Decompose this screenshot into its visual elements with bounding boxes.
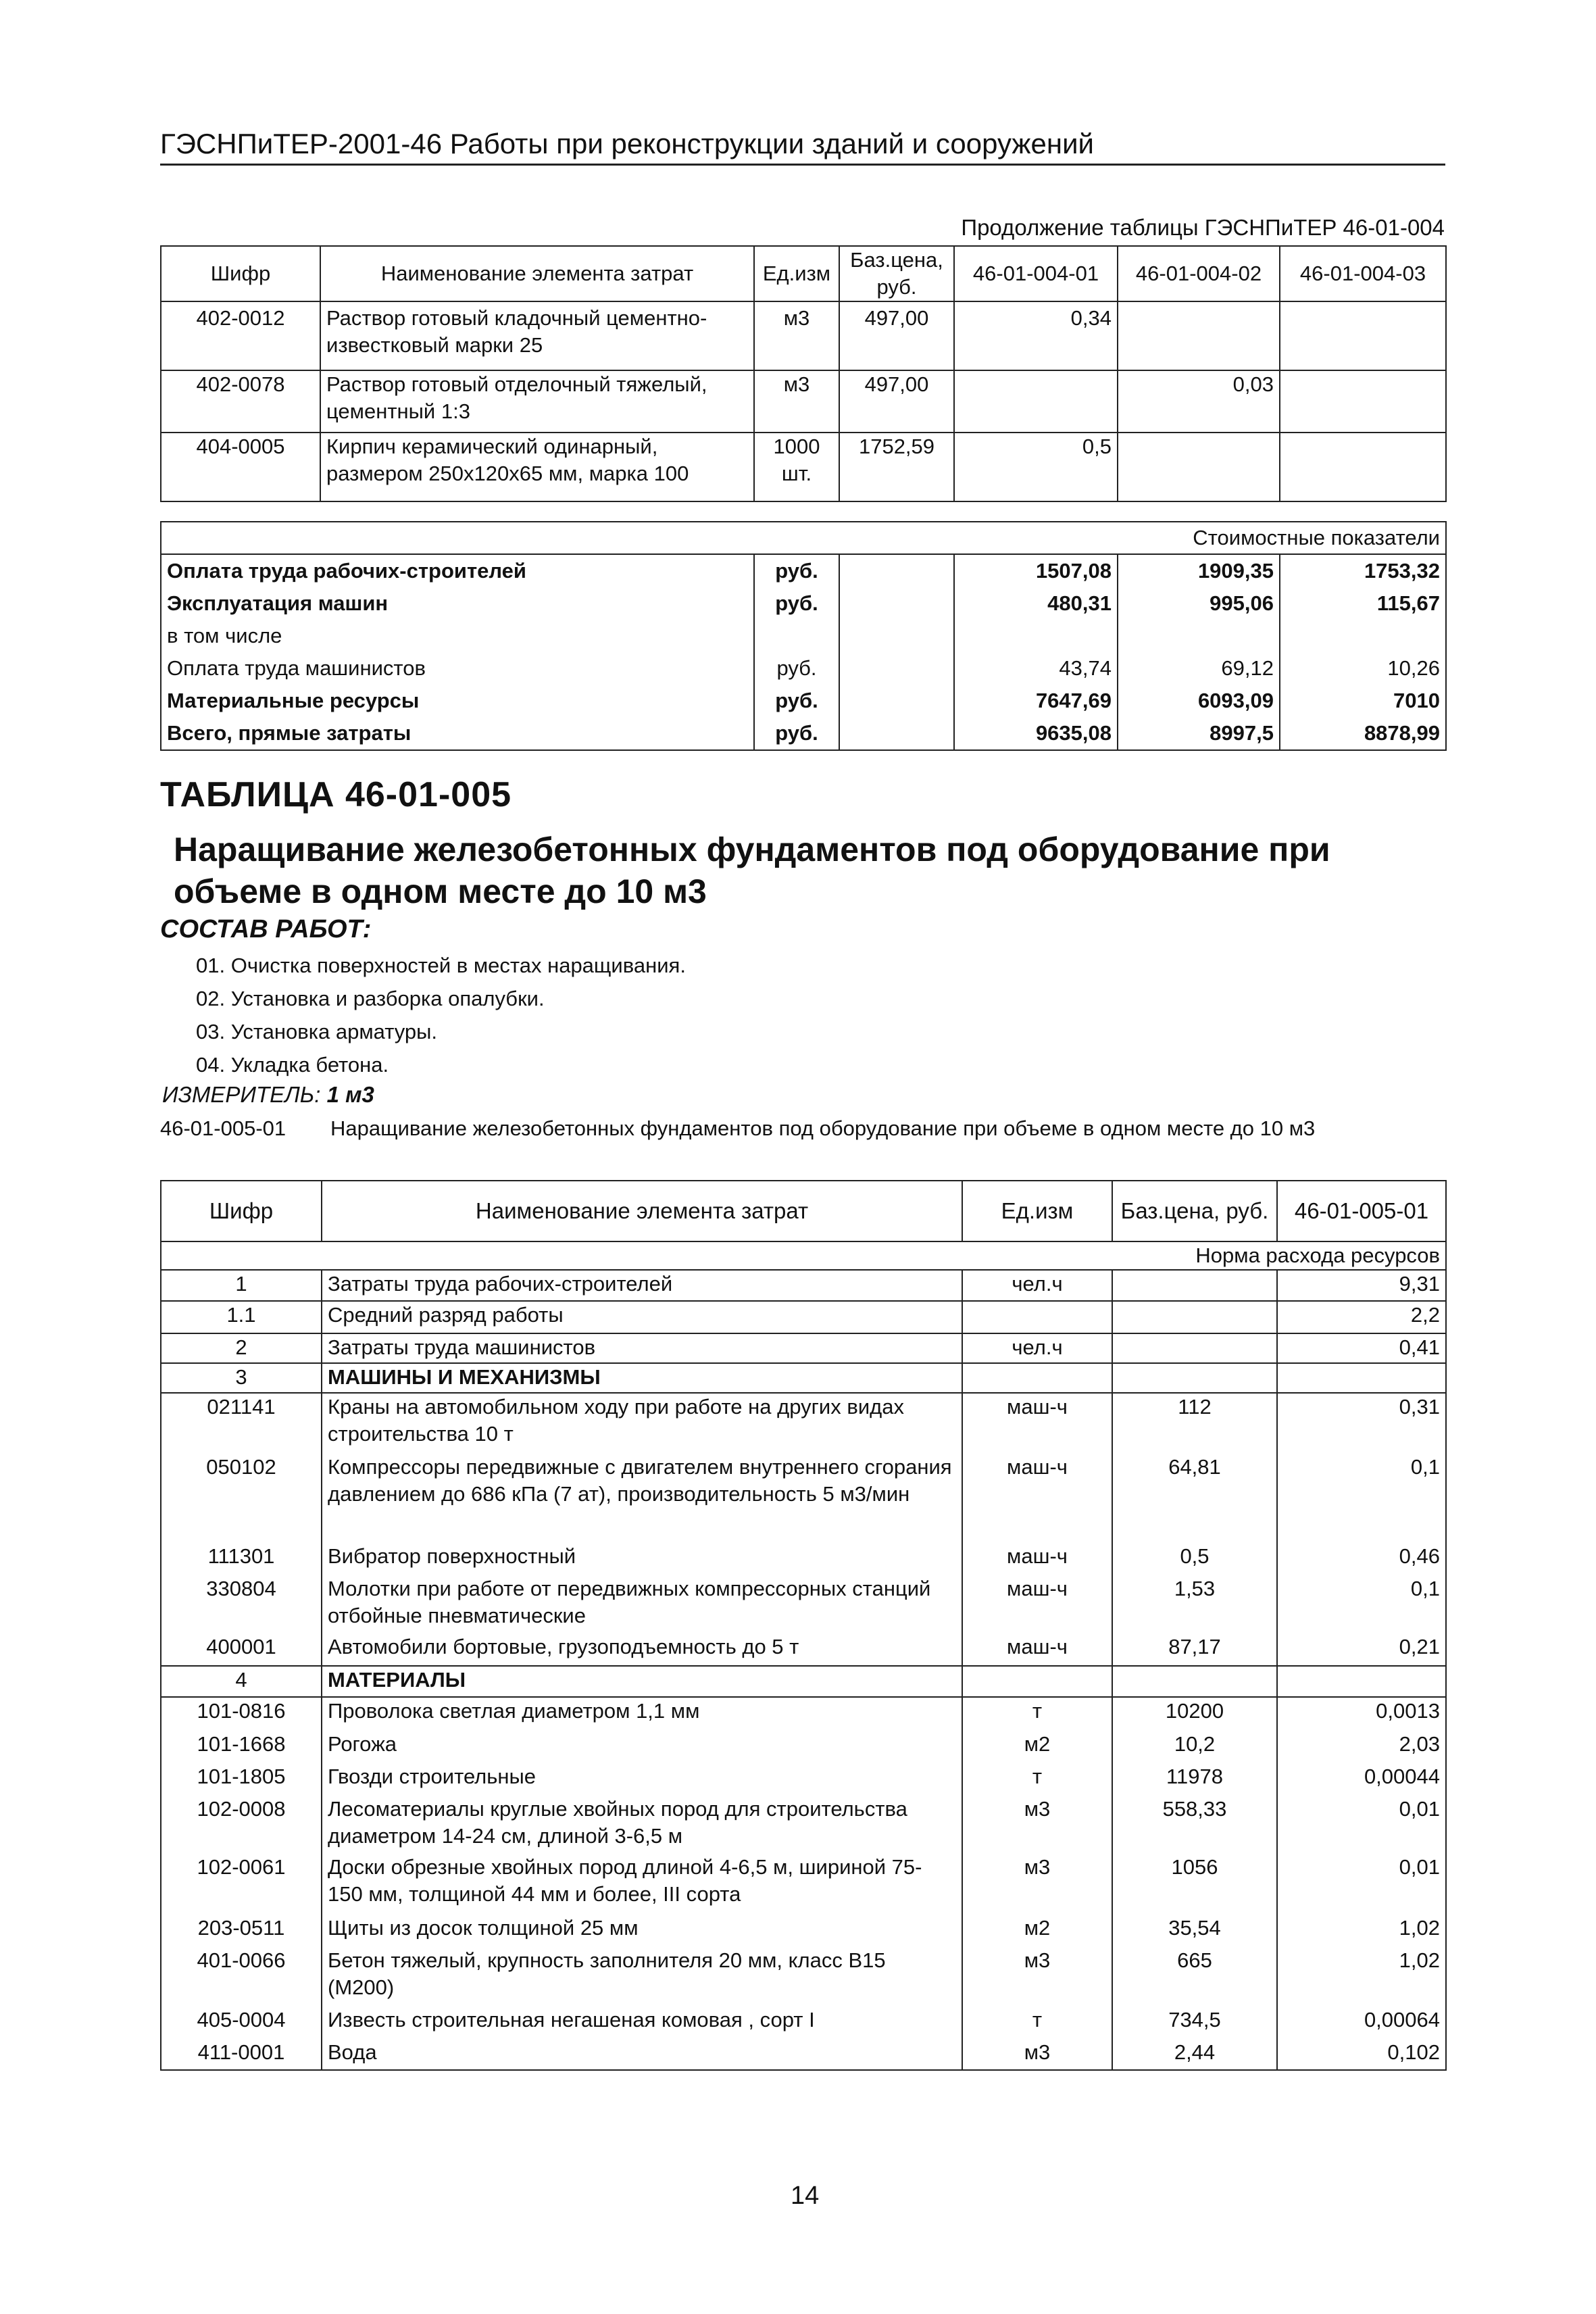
cell-cipher: 2 — [161, 1333, 322, 1363]
cell-price — [1112, 1666, 1277, 1697]
column-header-46-01-005-01: 46-01-005-01 — [1277, 1181, 1446, 1241]
table-row — [161, 1731, 1446, 1763]
table-row — [161, 1301, 1446, 1333]
cell-cipher: 102-0061 — [161, 1854, 322, 1915]
cost-value-02: 69,12 — [1118, 652, 1280, 685]
cell-unit: 1000 шт. — [754, 433, 839, 501]
cost-value-01: 43,74 — [954, 652, 1118, 685]
cell-unit: м3 — [962, 1854, 1112, 1915]
cost-value-03: 10,26 — [1280, 652, 1446, 685]
cell-price: 1,53 — [1112, 1575, 1277, 1633]
cost-value-02: 6093,09 — [1118, 685, 1280, 717]
table-row — [161, 1270, 1446, 1301]
column-header-price: Баз.цена, руб. — [1112, 1181, 1277, 1241]
cost-unit: руб. — [754, 685, 839, 717]
cell-name: Проволока светлая диаметром 1,1 мм — [322, 1697, 962, 1731]
cell-unit: маш-ч — [962, 1454, 1112, 1543]
work-steps-list — [196, 949, 686, 1081]
cell-name: Молотки при работе от передвижных компрессорных станций отбойные пневматические — [322, 1575, 962, 1633]
cost-unit: руб. — [754, 554, 839, 587]
section-row — [161, 1241, 1446, 1270]
norm-variant-line — [160, 1116, 1457, 1141]
table-body — [161, 1181, 1446, 2070]
work-step: 02. Установка и разборка опалубки. — [196, 987, 545, 1010]
cell-cipher: 402-0012 — [161, 301, 320, 370]
work-step: 03. Установка арматуры. — [196, 1020, 438, 1043]
cell-unit — [962, 1301, 1112, 1333]
cell-cipher: 1 — [161, 1270, 322, 1301]
table-row — [161, 2007, 1446, 2039]
cost-label: Всего, прямые затраты — [161, 717, 754, 750]
table-row — [161, 1697, 1446, 1731]
cell-name: Затраты труда машинистов — [322, 1333, 962, 1363]
table-row — [161, 1666, 1446, 1697]
section-label-cost-indicators: Стоимостные показатели — [161, 522, 1446, 554]
cell-value-03 — [1280, 370, 1446, 433]
cell-value: 1,02 — [1277, 1947, 1446, 2007]
cell-cipher: 402-0078 — [161, 370, 320, 433]
cell-unit: м3 — [962, 2039, 1112, 2070]
table-row — [161, 2039, 1446, 2070]
cell-unit: т — [962, 1763, 1112, 1796]
cell-name: МАШИНЫ И МЕХАНИЗМЫ — [322, 1363, 962, 1393]
table-header-row — [161, 246, 1446, 301]
cost-row — [161, 685, 1446, 717]
cell-price: 1056 — [1112, 1854, 1277, 1915]
cell-unit — [962, 1363, 1112, 1393]
work-step: 04. Укладка бетона. — [196, 1053, 389, 1077]
cell-name: Средний разряд работы — [322, 1301, 962, 1333]
cell-value-02: 0,03 — [1118, 370, 1280, 433]
cell-name: Доски обрезные хвойных пород длиной 4-6,5 м, шириной 75-150 мм, толщиной 44 мм и более, III сорта — [322, 1854, 962, 1915]
cost-blank — [839, 652, 954, 685]
cell-unit: м3 — [754, 370, 839, 433]
cell-value: 9,31 — [1277, 1270, 1446, 1301]
cell-price: 1752,59 — [839, 433, 954, 501]
cost-row — [161, 620, 1446, 652]
cost-value-03: 115,67 — [1280, 587, 1446, 620]
cost-label: Оплата труда машинистов — [161, 652, 754, 685]
cell-unit: чел.ч — [962, 1333, 1112, 1363]
cell-cipher: 405-0004 — [161, 2007, 322, 2039]
cell-cipher: 101-1805 — [161, 1763, 322, 1796]
cell-name: Затраты труда рабочих-строителей — [322, 1270, 962, 1301]
cell-value: 0,102 — [1277, 2039, 1446, 2070]
cell-name: Известь строительная негашеная комовая , сорт I — [322, 2007, 962, 2039]
cell-cipher: 203-0511 — [161, 1915, 322, 1947]
cell-name: Вибратор поверхностный — [322, 1543, 962, 1575]
cell-value-01: 0,5 — [954, 433, 1118, 501]
cost-blank — [839, 685, 954, 717]
cell-price: 558,33 — [1112, 1796, 1277, 1854]
cost-unit: руб. — [754, 652, 839, 685]
table-row — [161, 1796, 1446, 1854]
cell-price: 2,44 — [1112, 2039, 1277, 2070]
cell-value: 2,03 — [1277, 1731, 1446, 1763]
cell-unit: чел.ч — [962, 1270, 1112, 1301]
cell-name: Рогожа — [322, 1731, 962, 1763]
cell-price: 0,5 — [1112, 1543, 1277, 1575]
cell-unit: маш-ч — [962, 1633, 1112, 1666]
cell-name: Краны на автомобильном ходу при работе на других видах строительства 10 т — [322, 1393, 962, 1454]
cell-cipher: 111301 — [161, 1543, 322, 1575]
table-row — [161, 433, 1446, 501]
cost-blank — [839, 717, 954, 750]
cell-cipher: 4 — [161, 1666, 322, 1697]
cell-unit: т — [962, 2007, 1112, 2039]
cell-value-01 — [954, 370, 1118, 433]
cost-label: в том числе — [161, 620, 754, 652]
table-row — [161, 1947, 1446, 2007]
column-header-46-01-004-03: 46-01-004-03 — [1280, 246, 1446, 301]
cost-value-02: 8997,5 — [1118, 717, 1280, 750]
column-header-cipher: Шифр — [161, 1181, 322, 1241]
resources-table-46-01-005 — [160, 1180, 1447, 2071]
cost-unit — [754, 620, 839, 652]
cost-blank — [839, 620, 954, 652]
cell-cipher: 1.1 — [161, 1301, 322, 1333]
work-step: 01. Очистка поверхностей в местах наращивания. — [196, 954, 686, 977]
cell-cipher: 404-0005 — [161, 433, 320, 501]
cell-price: 87,17 — [1112, 1633, 1277, 1666]
cost-label: Материальные ресурсы — [161, 685, 754, 717]
cell-name: Раствор готовый кладочный цементно-известковый марки 25 — [320, 301, 754, 370]
column-header-name: Наименование элемента затрат — [322, 1181, 962, 1241]
cell-value: 0,00064 — [1277, 2007, 1446, 2039]
cost-row — [161, 652, 1446, 685]
cost-blank — [839, 554, 954, 587]
table-number: ТАБЛИЦА 46-01-005 — [160, 775, 512, 814]
column-header-46-01-004-01: 46-01-004-01 — [954, 246, 1118, 301]
cell-value: 0,01 — [1277, 1796, 1446, 1854]
cell-name: Раствор готовый отделочный тяжелый, цементный 1:3 — [320, 370, 754, 433]
table-row — [161, 1763, 1446, 1796]
cell-unit — [962, 1666, 1112, 1697]
cell-cipher: 101-1668 — [161, 1731, 322, 1763]
cell-unit: т — [962, 1697, 1112, 1731]
cell-price — [1112, 1363, 1277, 1393]
cost-blank — [839, 587, 954, 620]
table-row — [161, 1363, 1446, 1393]
cell-value: 0,1 — [1277, 1454, 1446, 1543]
column-header-cipher: Шифр — [161, 246, 320, 301]
cell-cipher: 021141 — [161, 1393, 322, 1454]
cell-value: 0,31 — [1277, 1393, 1446, 1454]
cell-value: 0,41 — [1277, 1333, 1446, 1363]
cost-value-01: 7647,69 — [954, 685, 1118, 717]
table-row — [161, 301, 1446, 370]
table-row — [161, 1575, 1446, 1633]
variant-text: Наращивание железобетонных фундаментов под оборудование при объеме в одном месте до 10 м3 — [330, 1116, 1316, 1140]
table-row — [161, 1915, 1446, 1947]
cell-value-03 — [1280, 433, 1446, 501]
cell-value-02 — [1118, 433, 1280, 501]
cell-value: 0,0013 — [1277, 1697, 1446, 1731]
cost-unit: руб. — [754, 587, 839, 620]
cost-row — [161, 554, 1446, 587]
column-header-name: Наименование элемента затрат — [320, 246, 754, 301]
cell-name: Щиты из досок толщиной 25 мм — [322, 1915, 962, 1947]
cell-value: 2,2 — [1277, 1301, 1446, 1333]
cell-value: 0,1 — [1277, 1575, 1446, 1633]
cell-unit: м3 — [962, 1796, 1112, 1854]
table-row — [161, 1854, 1446, 1915]
cell-cipher: 400001 — [161, 1633, 322, 1666]
cell-value-02 — [1118, 301, 1280, 370]
cell-price: 497,00 — [839, 301, 954, 370]
cell-unit: маш-ч — [962, 1393, 1112, 1454]
cell-cipher: 401-0066 — [161, 1947, 322, 2007]
cell-price — [1112, 1270, 1277, 1301]
resources-table-46-01-004 — [160, 245, 1447, 751]
measure-value: 1 м3 — [326, 1082, 374, 1107]
cost-value-02: 1909,35 — [1118, 554, 1280, 587]
table-row — [161, 370, 1446, 433]
table-row — [161, 1633, 1446, 1666]
cell-unit: м3 — [754, 301, 839, 370]
table-spacer-row — [161, 501, 1446, 522]
table-row — [161, 1454, 1446, 1543]
column-header-46-01-004-02: 46-01-004-02 — [1118, 246, 1280, 301]
cost-value-01: 1507,08 — [954, 554, 1118, 587]
cell-value — [1277, 1666, 1446, 1697]
cell-unit: м2 — [962, 1915, 1112, 1947]
cell-price — [1112, 1333, 1277, 1363]
cost-value-02: 995,06 — [1118, 587, 1280, 620]
cell-price: 10200 — [1112, 1697, 1277, 1731]
table-row — [161, 1393, 1446, 1454]
cell-cipher: 102-0008 — [161, 1796, 322, 1854]
cell-unit: маш-ч — [962, 1575, 1112, 1633]
cell-name: Кирпич керамический одинарный, размером 250х120х65 мм, марка 100 — [320, 433, 754, 501]
table-row — [161, 1333, 1446, 1363]
cell-value-03 — [1280, 301, 1446, 370]
cell-name: Гвозди строительные — [322, 1763, 962, 1796]
cell-cipher: 330804 — [161, 1575, 322, 1633]
table-row — [161, 1543, 1446, 1575]
cell-value: 1,02 — [1277, 1915, 1446, 1947]
cell-cipher: 411-0001 — [161, 2039, 322, 2070]
cell-name: Вода — [322, 2039, 962, 2070]
cell-cipher: 101-0816 — [161, 1697, 322, 1731]
cell-value — [1277, 1363, 1446, 1393]
cell-price: 665 — [1112, 1947, 1277, 2007]
table-header-row — [161, 1181, 1446, 1241]
cell-cipher: 050102 — [161, 1454, 322, 1543]
work-composition-heading: СОСТАВ РАБОТ: — [160, 915, 372, 943]
cell-cipher: 3 — [161, 1363, 322, 1393]
cell-price: 11978 — [1112, 1763, 1277, 1796]
measure-unit-line — [162, 1082, 374, 1108]
variant-code: 46-01-005-01 — [160, 1116, 286, 1140]
cell-value-01: 0,34 — [954, 301, 1118, 370]
cell-price: 64,81 — [1112, 1454, 1277, 1543]
cell-price — [1112, 1301, 1277, 1333]
measure-label: ИЗМЕРИТЕЛЬ: — [162, 1082, 321, 1107]
cell-name: Бетон тяжелый, крупность заполнителя 20 мм, класс В15 (М200) — [322, 1947, 962, 2007]
cost-row — [161, 587, 1446, 620]
cost-value-03: 8878,99 — [1280, 717, 1446, 750]
cell-unit: м2 — [962, 1731, 1112, 1763]
cell-price: 497,00 — [839, 370, 954, 433]
cost-value-01 — [954, 620, 1118, 652]
cost-row — [161, 717, 1446, 750]
column-header-unit: Ед.изм — [962, 1181, 1112, 1241]
cost-value-01: 480,31 — [954, 587, 1118, 620]
table-title: Наращивание железобетонных фундаментов под оборудование при объеме в одном месте до 10 м3 — [174, 831, 1330, 910]
cost-label: Оплата труда рабочих-строителей — [161, 554, 754, 587]
cell-price: 112 — [1112, 1393, 1277, 1454]
cell-price: 35,54 — [1112, 1915, 1277, 1947]
section-row — [161, 522, 1446, 554]
page-number: 14 — [791, 2182, 820, 2210]
cost-value-03: 7010 — [1280, 685, 1446, 717]
column-header-price: Баз.цена, руб. — [839, 246, 954, 301]
cell-unit: маш-ч — [962, 1543, 1112, 1575]
section-label-resource-norms: Норма расхода ресурсов — [161, 1241, 1446, 1270]
cost-unit: руб. — [754, 717, 839, 750]
cost-value-03: 1753,32 — [1280, 554, 1446, 587]
cell-value: 0,00044 — [1277, 1763, 1446, 1796]
cell-name: Компрессоры передвижные с двигателем внутреннего сгорания давлением до 686 кПа (7 ат), производительность 5 м3/мин — [322, 1454, 962, 1543]
spacer-cell — [161, 501, 1446, 522]
cell-name: МАТЕРИАЛЫ — [322, 1666, 962, 1697]
cell-price: 10,2 — [1112, 1731, 1277, 1763]
table-continuation-caption: Продолжение таблицы ГЭСНПиТЕР 46-01-004 — [961, 215, 1445, 240]
cost-value-01: 9635,08 — [954, 717, 1118, 750]
cell-unit: м3 — [962, 1947, 1112, 2007]
cost-label: Эксплуатация машин — [161, 587, 754, 620]
cell-name: Автомобили бортовые, грузоподъемность до 5 т — [322, 1633, 962, 1666]
cell-value: 0,01 — [1277, 1854, 1446, 1915]
cell-value: 0,21 — [1277, 1633, 1446, 1666]
column-header-unit: Ед.изм — [754, 246, 839, 301]
cell-value: 0,46 — [1277, 1543, 1446, 1575]
cell-price: 734,5 — [1112, 2007, 1277, 2039]
cost-value-03 — [1280, 620, 1446, 652]
cost-value-02 — [1118, 620, 1280, 652]
page-header: ГЭСНПиТЕР-2001-46 Работы при реконструкции зданий и сооружений — [160, 127, 1445, 166]
cell-name: Лесоматериалы круглые хвойных пород для строительства диаметром 14-24 см, длиной 3-6,5 м — [322, 1796, 962, 1854]
